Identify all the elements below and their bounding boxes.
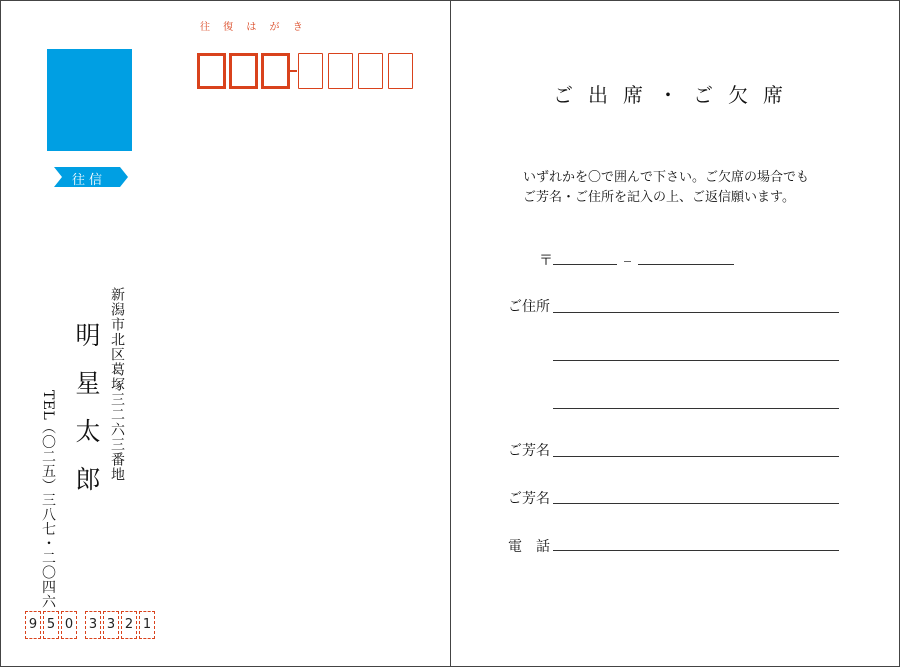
postal-code-field-1[interactable]: [553, 264, 617, 265]
sender-zip-digit: 1: [139, 611, 155, 639]
sender-zip-digit: 5: [43, 611, 59, 639]
sender-zip-digit: 3: [85, 611, 101, 639]
address-field-line-3[interactable]: [553, 408, 839, 409]
name-label-1: ご芳名: [508, 443, 550, 459]
sender-address: 新潟市北区葛塚三二六三番地: [109, 287, 125, 482]
form-title: ご出席・ご欠席: [553, 83, 798, 107]
sender-name: 明星太郎: [72, 322, 101, 514]
name-label-2: ご芳名: [508, 491, 550, 507]
recipient-zip-box[interactable]: [358, 53, 383, 89]
recipient-zip-box[interactable]: [261, 53, 290, 89]
postal-code-field-2[interactable]: [638, 264, 734, 265]
name-field-2[interactable]: [553, 503, 839, 504]
sender-zip-digit: 2: [121, 611, 137, 639]
recipient-zip-box[interactable]: [229, 53, 258, 89]
instruction-line-1: いずれかを〇で囲んで下さい。ご欠席の場合でも: [523, 170, 810, 185]
sender-zip-digit: 0: [61, 611, 77, 639]
instruction-line-2: ご芳名・ご住所を記入の上、ご返信願います。: [523, 190, 795, 205]
recipient-zip-box[interactable]: [197, 53, 226, 89]
postal-dash: [624, 261, 631, 262]
sender-tel: TEL（〇二五）三八七・二〇四六: [40, 390, 56, 609]
address-field-line-2[interactable]: [553, 360, 839, 361]
name-field-1[interactable]: [553, 456, 839, 457]
sender-zip-digit: 3: [103, 611, 119, 639]
recipient-zip-box[interactable]: [328, 53, 353, 89]
sender-zip-digit: 9: [25, 611, 41, 639]
address-field-line-1[interactable]: [553, 312, 839, 313]
recipient-zip-box[interactable]: [388, 53, 413, 89]
center-divider: [450, 0, 451, 667]
header-label: 往 復 は が き: [200, 22, 308, 33]
recipient-zip-box[interactable]: [298, 53, 323, 89]
reply-badge-label: 往信: [72, 173, 107, 188]
postal-mark: 〒: [539, 253, 553, 269]
zip-dash: [289, 70, 297, 72]
address-label: ご住所: [508, 299, 550, 315]
phone-field[interactable]: [553, 550, 839, 551]
phone-label: 電 話: [508, 539, 550, 555]
stamp-box: [47, 49, 132, 151]
